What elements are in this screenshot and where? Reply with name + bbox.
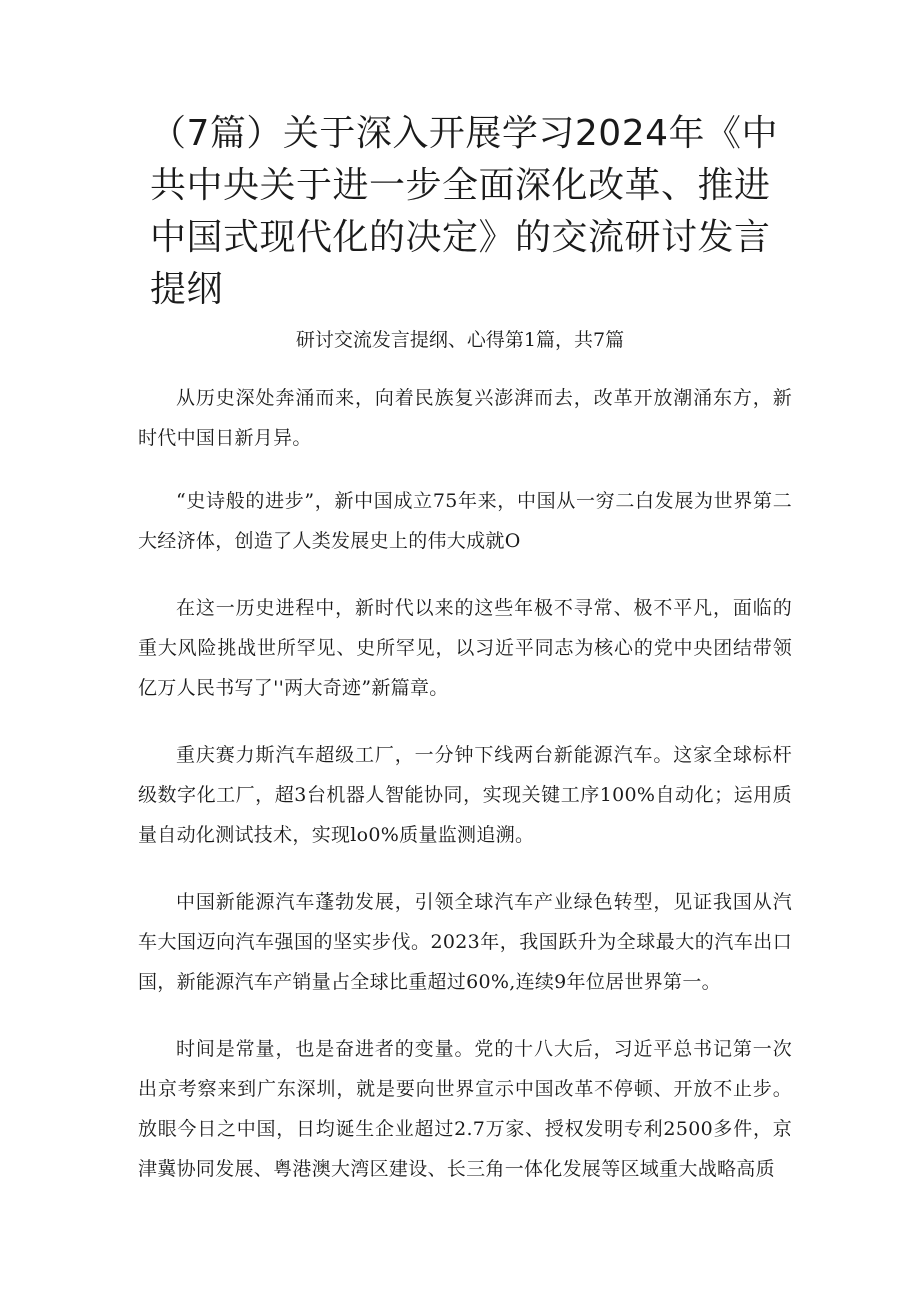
paragraph: 重庆赛力斯汽车超级工厂，一分钟下线两台新能源汽车。这家全球标杆级数字化工厂，超3台机器人智能协同，实现关键工序100%自动化；运用质量自动化测试技术，实现lo0%质量监测追溯。 — [138, 744, 792, 846]
document-title: （7篇）关于深入开展学习2024年《中共中央关于进一步全面深化改革、推进中国式现代化的决定》的交流研讨发言提纲 — [150, 113, 779, 310]
paragraph: 在这一历史进程中，新时代以来的这些年极不寻常、极不平凡，面临的重大风险挑战世所罕见、史所罕见，以习近平同志为核心的党中央团结带领亿万人民书写了''两大奇迹”新篇章。 — [138, 597, 792, 699]
paragraph: 时间是常量，也是奋进者的变量。党的十八大后，习近平总书记第一次出京考察来到广东深圳，就是要向世界宣示中国改革不停顿、开放不止步。放眼今日之中国，日均诞生企业超过2.7万家、授权发明专利2500多件，京津冀协同发展、粤港澳大湾区建设、长三角一体化发展等区域重大战略高质 — [138, 1038, 792, 1180]
document-subtitle: 研讨交流发言提纲、心得第1篇，共7篇 — [295, 329, 625, 351]
paragraph: 从历史深处奔涌而来，向着民族复兴澎湃而去，改革开放潮涌东方，新时代中国日新月异。 — [138, 387, 792, 449]
paragraph: 中国新能源汽车蓬勃发展，引领全球汽车产业绿色转型，见证我国从汽车大国迈向汽车强国的坚实步伐。2023年，我国跃升为全球最大的汽车出口国，新能源汽车产销量占全球比重超过60%,连续9年位居世界第一。 — [138, 891, 792, 993]
paragraph: “史诗般的进步”，新中国成立75年来，中国从一穷二白发展为世界第二大经济体，创造了人类发展史上的伟大成就O — [138, 490, 792, 552]
document-body — [138, 378, 792, 1216]
